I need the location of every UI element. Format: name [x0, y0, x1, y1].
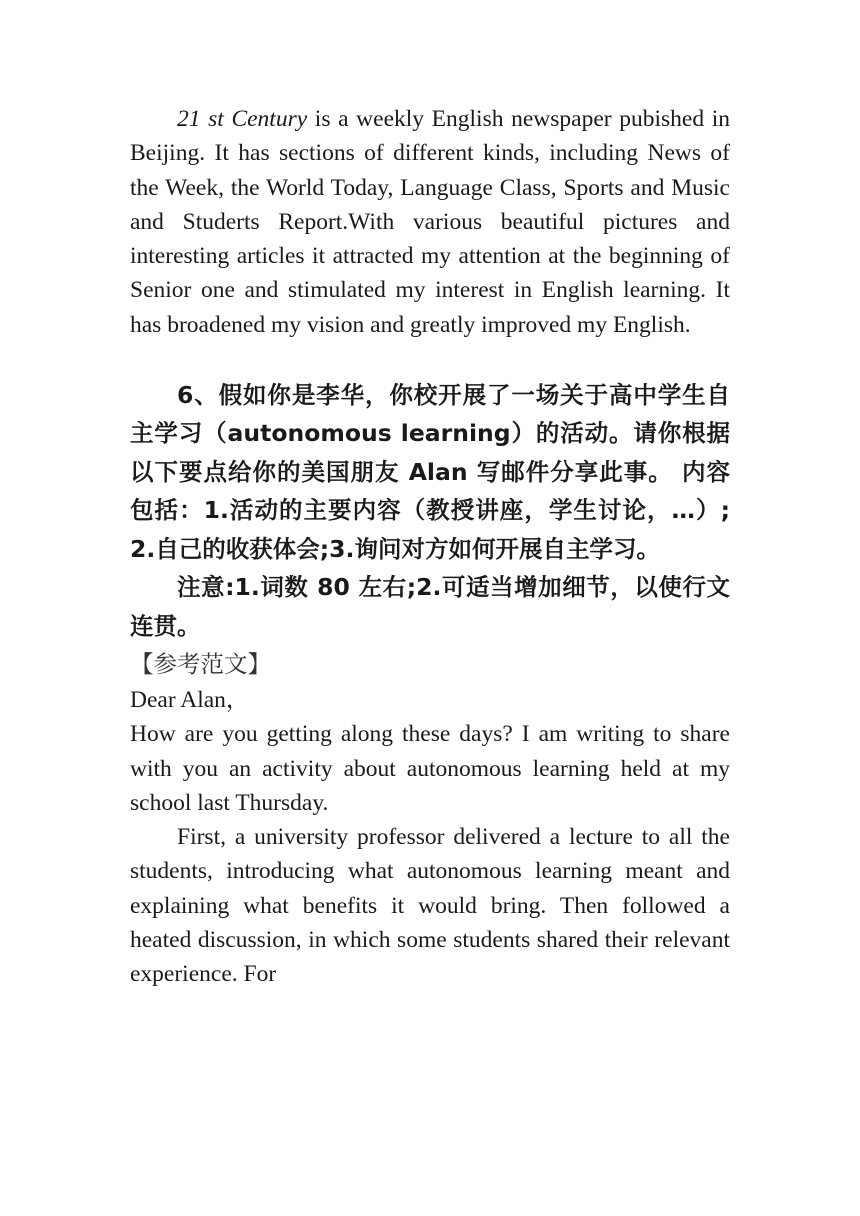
newspaper-title: 21 st Century	[177, 106, 308, 132]
passage-paragraph	[130, 102, 730, 342]
question-text: 6、假如你是李华，你校开展了一场关于高中学生自主学习（autonomous learning）的活动。请你根据以下要点给你的美国朋友 Alan 写邮件分享此事。 内容包括：1.活动的主要内容（教授讲座，学生讨论，…）; 2.自己的收获体会;3.询问对方如何开展自主学习。	[130, 381, 730, 563]
passage-body: is a weekly English newspaper pubished in Beijing. It has sections of different kinds, including News of the Week, the World Today, Language Class, Sports and Music and Studerts Report.With various beautiful pictures and interesting articles it attracted my attention at the beginning of Senior one and stimulated my interest in English learning. It has broadened my vision and greatly improved my English.	[130, 106, 730, 338]
sample-label: 【参考范文】	[130, 649, 271, 678]
sample-paragraph-1: How are you getting along these days? I am writing to share with you an activity about autonomous learning held at my school last Thursday.	[130, 721, 730, 816]
sample-greeting: Dear Alan，	[130, 686, 250, 713]
paragraph-gap	[130, 342, 730, 376]
question-note: 注意:1.词数 80 左右;2.可适当增加细节，以使行文连贯。	[130, 573, 730, 640]
document-page	[130, 102, 730, 992]
sample-paragraph-2: First, a university professor delivered a lecture to all the students, introducing what autonomous learning meant and explaining what benefits it would bring. Then followed a heated discussion, in which some students shared their relevant experience. For	[130, 824, 730, 988]
